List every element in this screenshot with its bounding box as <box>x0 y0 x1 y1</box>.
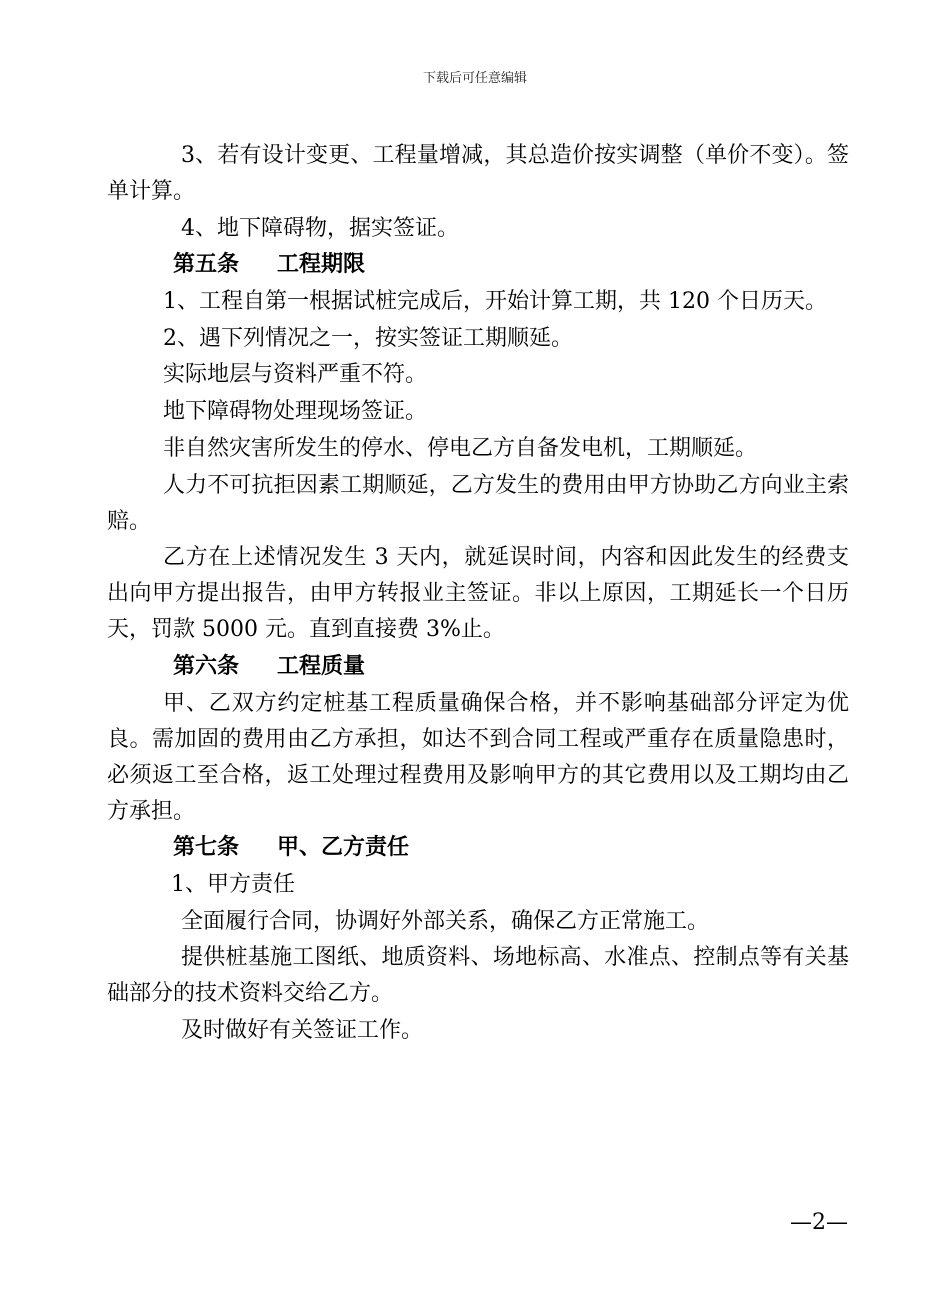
article-5-title: 工程期限 <box>277 252 366 278</box>
paragraph-force-majeure: 人力不可抗拒因素工期顺延，乙方发生的费用由甲方协助乙方向业主索赔。 <box>107 472 849 534</box>
article-7-heading <box>107 830 849 866</box>
document-body <box>107 138 849 1050</box>
article-5-number: 第五条 <box>173 252 240 278</box>
paragraph-power-outage: 非自然灾害所发生的停水、停电乙方自备发电机，工期顺延。 <box>163 435 758 461</box>
page-number: —2— <box>790 1210 848 1235</box>
article-5-heading <box>107 247 849 283</box>
article-6-heading <box>107 649 849 685</box>
header-note: 下载后可任意编辑 <box>422 71 527 86</box>
paragraph-extension-conditions: 2、遇下列情况之一，按实签证工期顺延。 <box>163 325 573 351</box>
paragraph-obstacle-handling: 地下障碍物处理现场签证。 <box>163 399 428 425</box>
paragraph-provide-materials: 提供桩基施工图纸、地质资料、场地标高、水准点、控制点等有关基础部分的技术资料交给乙方。 <box>107 945 849 1007</box>
article-6-number: 第六条 <box>173 653 240 679</box>
article-6-title: 工程质量 <box>277 653 366 679</box>
paragraph-party-a-duties-title: 1、甲方责任 <box>171 871 295 897</box>
paragraph-design-change: 3、若有设计变更、工程量增减，其总造价按实调整（单价不变）。签单计算。 <box>107 143 849 204</box>
paragraph-construction-period: 1、工程自第一根据试桩完成后，开始计算工期，共 120 个日历天。 <box>163 289 827 315</box>
article-7-number: 第七条 <box>173 835 240 861</box>
paragraph-fulfill-contract: 全面履行合同，协调好外部关系，确保乙方正常施工。 <box>181 908 710 934</box>
paragraph-quality: 甲、乙双方约定桩基工程质量确保合格，并不影响基础部分评定为优良。需加固的费用由乙方承担，如达不到合同工程或严重存在质量隐患时，必须返工至合格，返工处理过程费用及影响甲方的其它费用以及工期均由乙方承担。 <box>107 690 849 824</box>
paragraph-timely-signing: 及时做好有关签证工作。 <box>181 1018 424 1043</box>
paragraph-strata-mismatch: 实际地层与资料严重不符。 <box>163 362 428 388</box>
paragraph-underground-obstacles: 4、地下障碍物，据实签证。 <box>181 215 459 241</box>
article-7-title: 甲、乙方责任 <box>277 835 410 861</box>
paragraph-delay-report: 乙方在上述情况发生 3 天内，就延误时间，内容和因此发生的经费支出向甲方提出报告，由甲方转报业主签证。非以上原因，工期延长一个日历天，罚款 5000 元。直到直接费 3%止。 <box>107 545 849 643</box>
